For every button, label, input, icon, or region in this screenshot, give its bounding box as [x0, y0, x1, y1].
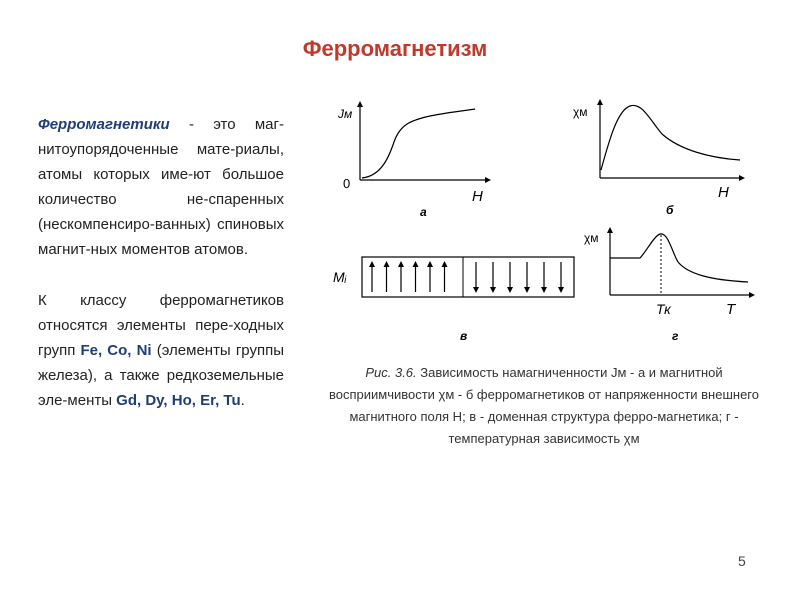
- graph-b-y-label: χм: [573, 105, 588, 119]
- caption-text: Зависимость намагниченности Jм - а и магнитной восприимчивости χм - б ферромагнетиков от напряженности внешнего магнитного поля H; в - доменная структура ферро-магнетика; г - температурная зависимость χм: [328, 365, 759, 446]
- graph-v-panel-label: в: [460, 329, 468, 343]
- magnetism-figure: [320, 92, 780, 362]
- graph-b-x-label: H: [718, 184, 729, 201]
- caption-fig-ref: Рис. 3.6.: [365, 365, 417, 380]
- slide-title: Ферромагнетизм: [302, 36, 488, 61]
- graph-a-panel-label: а: [420, 205, 427, 219]
- definition-term: Ферромагнетики: [38, 116, 170, 133]
- graph-g-panel-label: г: [672, 329, 679, 343]
- domain-up-arrows: [372, 264, 445, 292]
- transition-elements: Fe, Co, Ni: [80, 342, 152, 359]
- graph-a: [337, 104, 488, 219]
- definition-paragraph: [38, 112, 284, 262]
- graph-a-y-label: Jм: [338, 107, 353, 121]
- graph-v-y-label: Mᵢ: [333, 269, 347, 285]
- page-number: 5: [738, 553, 746, 569]
- domain-down-arrows: [476, 262, 561, 290]
- elements-paragraph: [38, 288, 284, 413]
- curie-temperature-label: Тк: [656, 301, 671, 317]
- graph-a-x-label: H: [472, 188, 483, 205]
- rare-earth-elements: Gd, Dy, Ho, Er, Tu: [116, 392, 241, 409]
- definition-text: - это маг-нитоупорядоченные мате-риалы, атомы которых име-ют большое количество не-спаренных (нескомпенсиро-ванных) спиновых магнит-ных моментов атомов.: [38, 116, 284, 258]
- graph-a-origin-label: 0: [343, 176, 351, 191]
- graph-b: [573, 102, 742, 217]
- graph-a-magnetization-curve: [362, 109, 475, 178]
- elements-text-middle: (элементы группы железа), а также редкоземельные эле-менты: [38, 342, 285, 409]
- figure-caption: [322, 362, 766, 450]
- domain-box: [362, 257, 574, 297]
- graph-g-susceptibility-curve: [610, 234, 748, 282]
- elements-text-before: К классу ферромагнетиков относятся элементы пере-ходных групп: [38, 292, 284, 359]
- graph-b-susceptibility-curve: [601, 105, 740, 170]
- graph-g-x-label: T: [726, 301, 736, 318]
- elements-text-after: .: [240, 392, 245, 409]
- graph-g-y-label: χм: [584, 231, 599, 245]
- graph-g: [584, 230, 752, 343]
- graph-v: [333, 257, 574, 343]
- graph-b-panel-label: б: [666, 203, 674, 217]
